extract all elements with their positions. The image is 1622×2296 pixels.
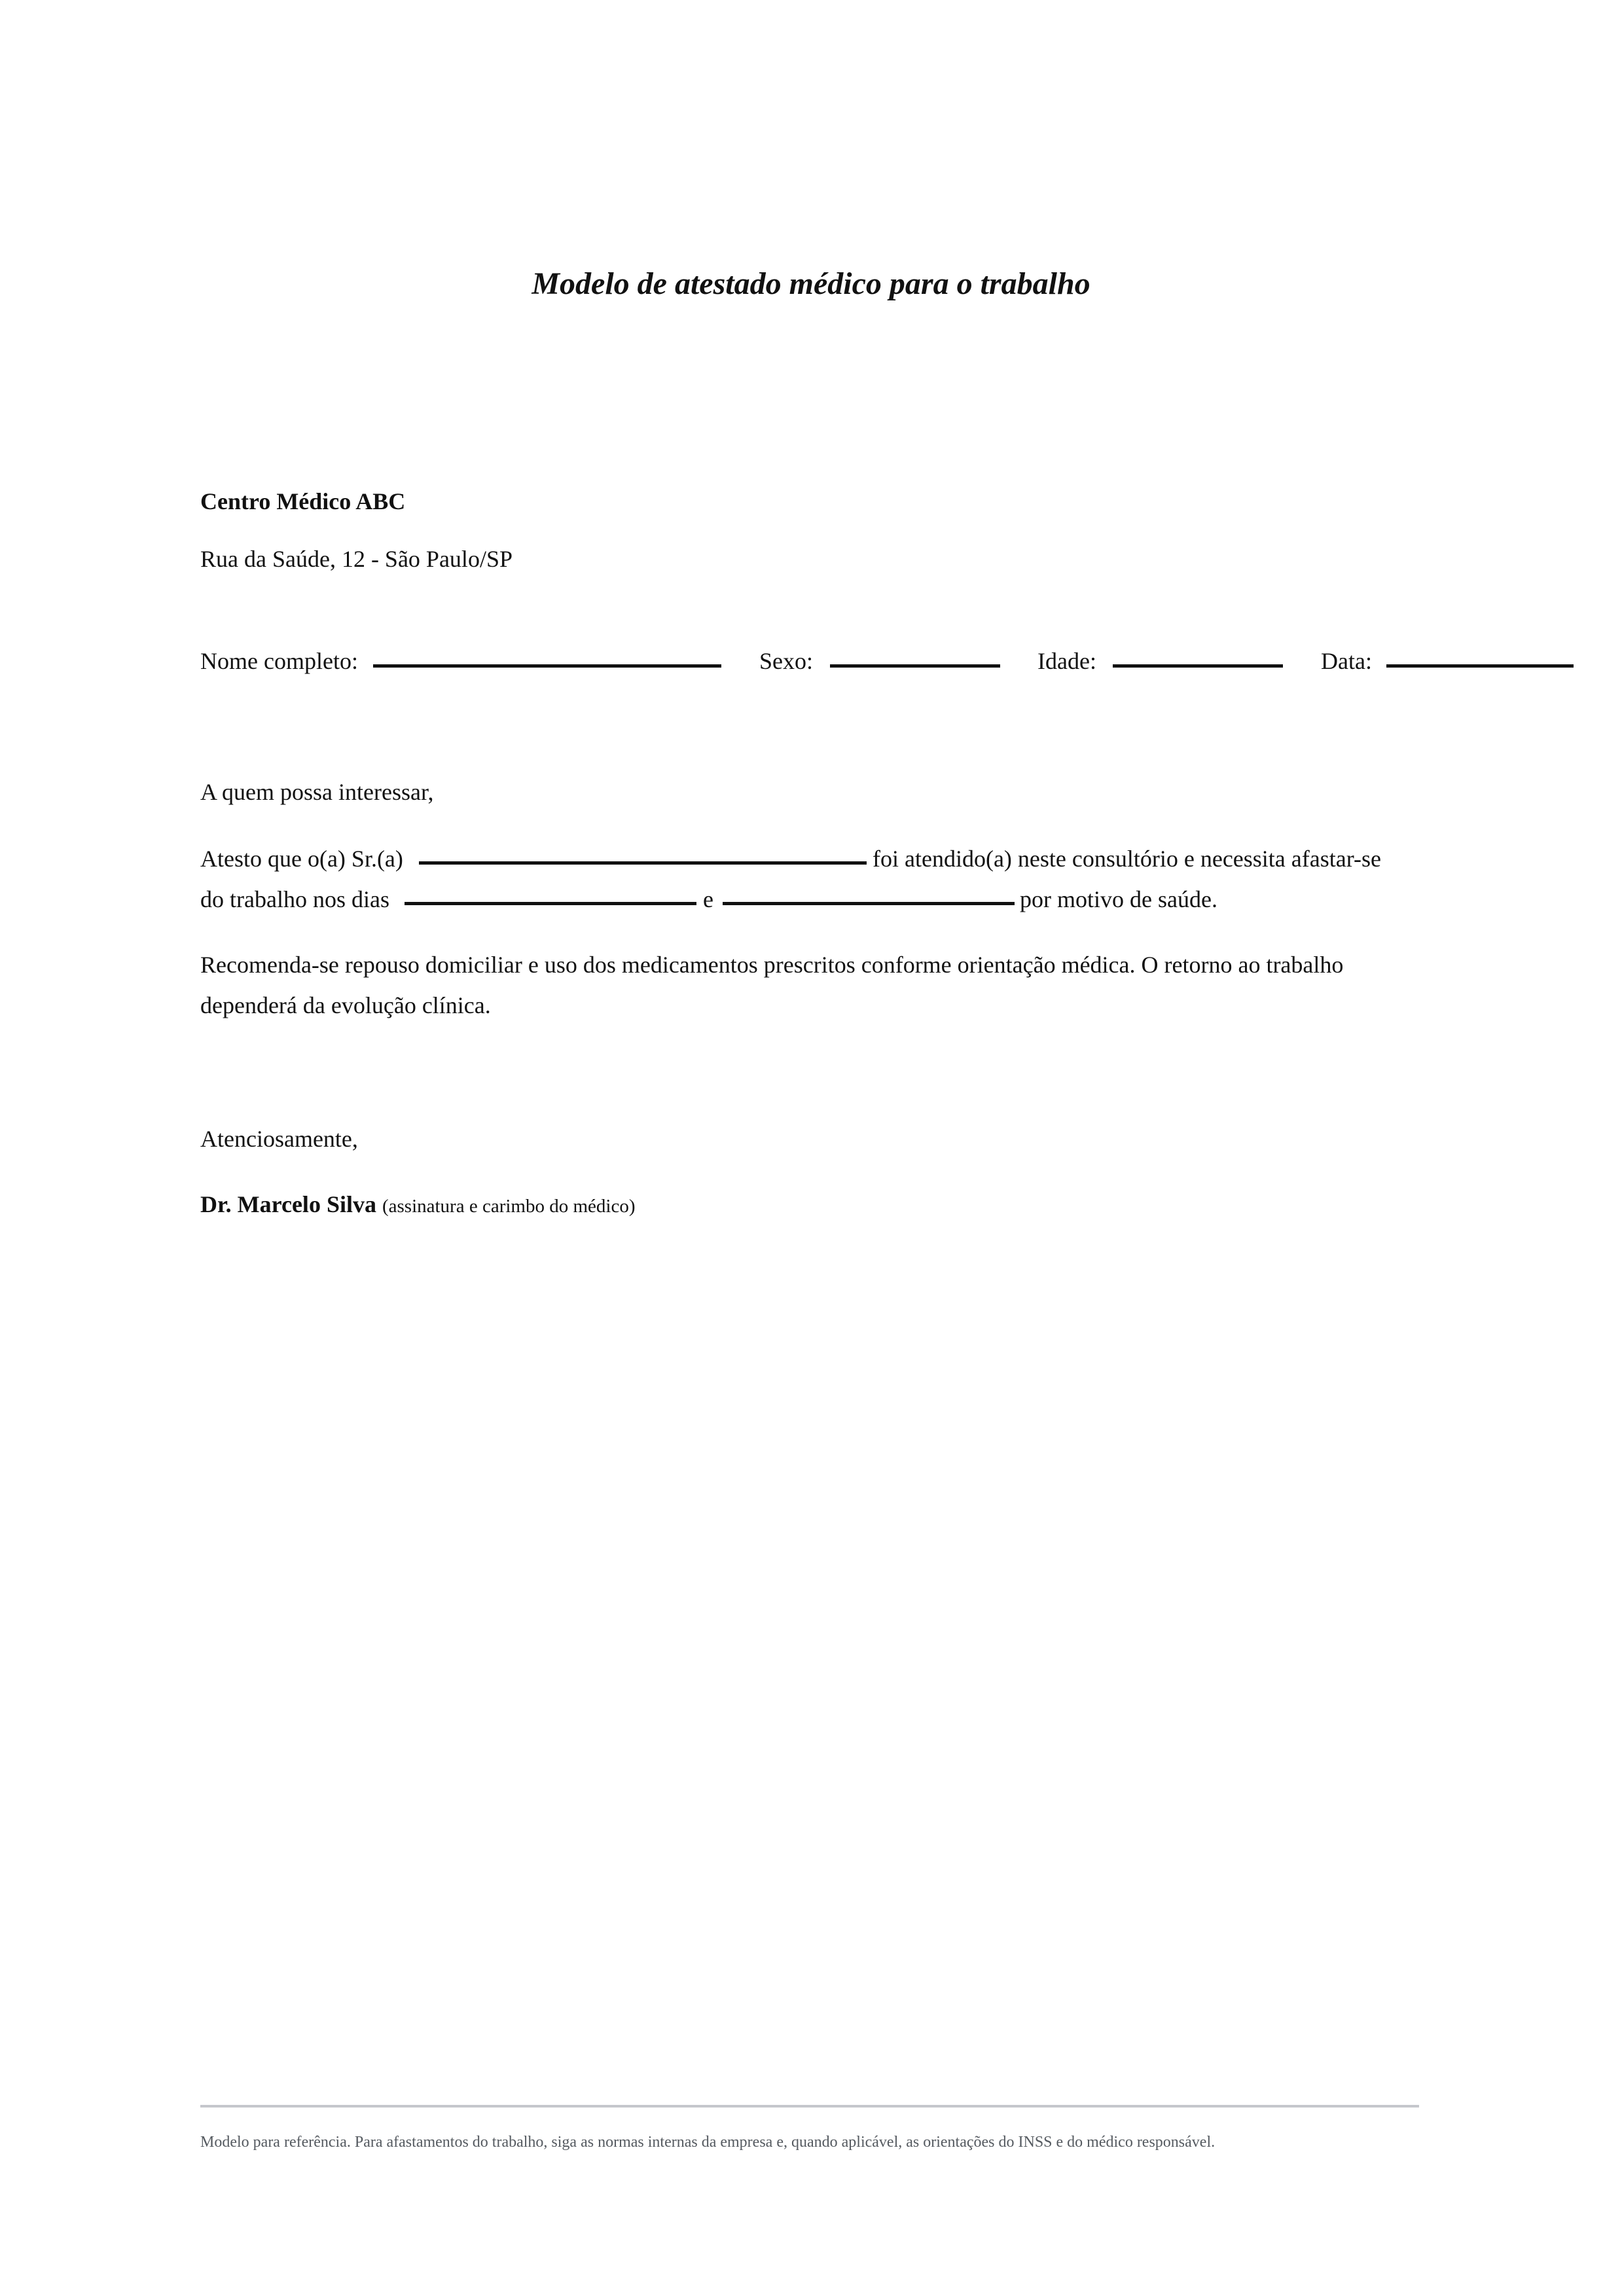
end-date-blank — [723, 902, 1015, 905]
age-field-label: Idade: — [1037, 648, 1096, 674]
recommendation-line1: Recomenda-se repouso domiciliar e uso dos medicamentos prescritos conforme orientação médica. O retorno ao trabalho — [200, 952, 1344, 978]
body-line2-connector: e — [703, 886, 713, 912]
body-line1-suffix: foi atendido(a) neste consultório e necessita afastar-se — [873, 846, 1381, 872]
recommendation-line2: dependerá da evolução clínica. — [200, 992, 491, 1018]
patient-name-blank — [419, 861, 867, 865]
name-field-blank — [373, 664, 721, 668]
name-field-label: Nome completo: — [200, 648, 358, 674]
start-date-blank — [405, 902, 696, 905]
clinic-address: Rua da Saúde, 12 - São Paulo/SP — [200, 546, 513, 572]
sex-field-blank — [830, 664, 1000, 668]
footer-note: Modelo para referência. Para afastamentos do trabalho, siga as normas internas da empresa e, quando aplicável, as orientações do INSS e do médico responsável. — [200, 2134, 1216, 2151]
clinic-name: Centro Médico ABC — [200, 488, 406, 514]
age-field-blank — [1113, 664, 1283, 668]
footer-divider — [200, 2105, 1419, 2108]
signature-line — [200, 1190, 635, 1221]
date-field-label: Data: — [1321, 648, 1372, 674]
signature-note: (assinatura e carimbo do médico) — [382, 1196, 636, 1217]
greeting-text: A quem possa interessar, — [200, 779, 434, 805]
closing-salutation: Atenciosamente, — [200, 1126, 358, 1152]
doctor-name: Dr. Marcelo Silva — [200, 1191, 376, 1217]
body-line1-prefix: Atesto que o(a) Sr.(a) — [200, 846, 403, 872]
body-line2-suffix: por motivo de saúde. — [1020, 886, 1217, 912]
date-field-blank — [1386, 664, 1574, 668]
body-line2-prefix: do trabalho nos dias — [200, 886, 389, 912]
sex-field-label: Sexo: — [759, 648, 814, 674]
document-title: Modelo de atestado médico para o trabalho — [532, 266, 1090, 301]
